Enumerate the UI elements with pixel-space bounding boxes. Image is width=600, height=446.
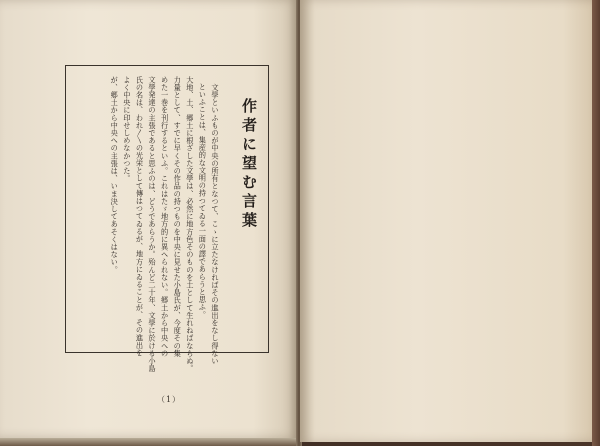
text-line: 大地、土、郷土に根ざした文學は、必然に地方色そのものを土として生れねばならぬ。: [185, 76, 195, 373]
text-frame: [65, 65, 269, 373]
text-line: といふことは、集産的な文明の持つてゐる一面の譯であらうと思ふ。: [198, 83, 208, 319]
text-line: めた一巻を刊行するといふ。これはたゞ地方的に異へられない。郷土から中央への: [160, 76, 170, 358]
text-line: 文學発達の主張であると思ふのは、どうであらうか。殆んど二十年、文學に於ける小島: [148, 76, 158, 373]
text-line: 力量として、すでに早くその作品の持つものを中央に見せた小島氏が、今度その集: [173, 76, 183, 358]
page-number: （1）: [156, 395, 182, 404]
text-line: 氏の名は、われ〳〵の光栄として傳はつてゐるが、地方にゐることが、その進出を: [135, 76, 145, 357]
text-line: が、郷土から中央への主張は、いま決してあそくはない。: [110, 76, 120, 274]
cover-edge: [592, 0, 600, 446]
vertical-text-block: [66, 66, 268, 373]
right-page-blank: [300, 0, 592, 442]
page-title: 作者に望む言葉: [240, 98, 258, 231]
text-line: よく中央に印せしめなかつた。: [122, 76, 132, 183]
text-line: 文學といふものが中央の所有となつて、こゝに立たなければその進出をなし得ない: [211, 76, 220, 365]
left-page: [0, 0, 298, 438]
page-edge: [0, 438, 298, 446]
